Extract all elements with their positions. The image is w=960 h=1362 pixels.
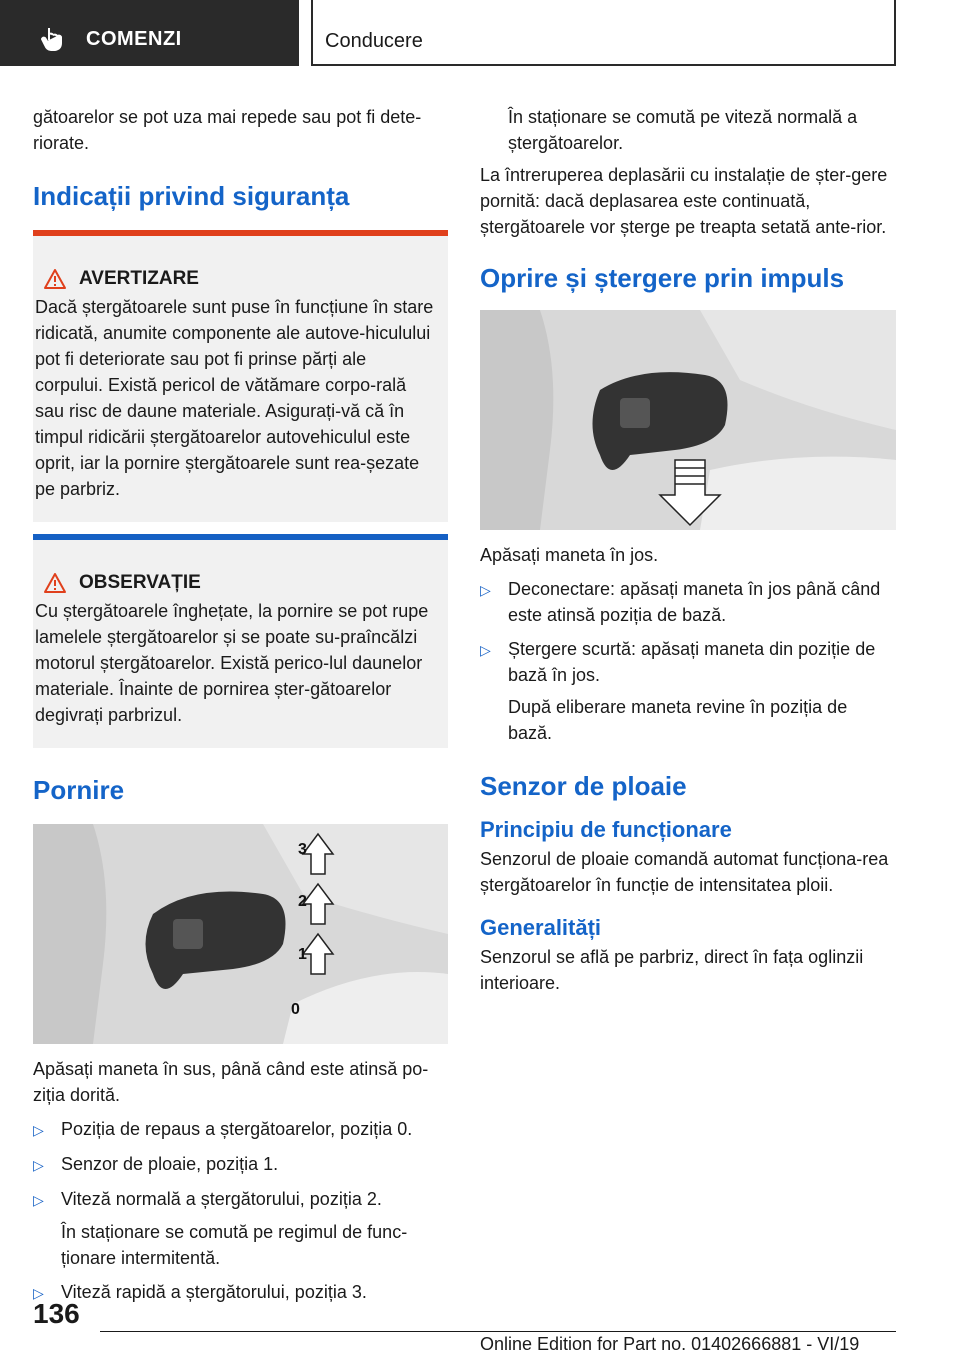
impulse-text: Apăsați maneta în jos. <box>480 545 659 565</box>
position-label-2: 2 <box>298 893 307 910</box>
footer-divider <box>100 1331 896 1332</box>
bullet-triangle-icon: ▷ <box>33 1157 44 1173</box>
caution-triangle-icon <box>43 572 67 594</box>
note-box <box>33 534 448 748</box>
bullet-triangle-icon: ▷ <box>480 642 491 658</box>
safety-heading: Indicații privind siguranța <box>33 181 350 211</box>
section-label: COMENZI <box>86 28 182 50</box>
list-item: ▷ Poziția de repaus a ștergătoarelor, poziția 0. <box>33 1116 448 1143</box>
position-label-3: 3 <box>298 841 307 858</box>
list-item: ▷ Viteză normală a ștergătorului, poziția 2. <box>33 1186 448 1213</box>
warning-text: Dacă ștergătoarele sunt puse în funcțiune în stare ridicată, anumite componente ale autove-hiculului pot fi deteriorate sau pot fi prinse părți ale corpului. Există pericol de vătămare corpo-rală sau risc de daune materiale. Asigurați-vă că în timpul ridicării ștergătoarelor autovehiculul este oprit, iar la pornire ștergătoarele sunt rea-șezate pe parbriz. <box>35 297 434 499</box>
note-text: Cu ștergătoarele înghețate, la pornire se pot rupe lamelele ștergătoarelor și se poate su-praîncălzi motorul ștergătoarelor. Există perico-lul daunelor materiale. Înainte de pornirea șter-gătoarelor degivrați parbrizul. <box>35 601 429 725</box>
left-column <box>33 104 448 1306</box>
hand-pointer-icon <box>40 26 66 52</box>
list-item: ▷ Ștergere scurtă: apăsați maneta din poziție de bază în jos. <box>480 636 896 688</box>
right-column <box>480 104 896 996</box>
impulse-heading: Oprire și ștergere prin impuls <box>480 263 845 293</box>
continued-text: În staționare se comută pe viteză normală a ștergătoarelor. <box>508 107 858 153</box>
list-item-sub: În staționare se comută pe regimul de func-ționare intermitentă. <box>61 1222 408 1268</box>
wiper-lever-up-image <box>33 824 448 1044</box>
page-number: 136 <box>33 1298 80 1329</box>
bullet-triangle-icon: ▷ <box>33 1122 44 1138</box>
start-heading: Pornire <box>33 775 125 805</box>
list-item: ▷ Senzor de ploaie, poziția 1. <box>33 1151 448 1178</box>
note-title: OBSERVAȚIE <box>79 572 201 593</box>
general-text: Senzorul se află pe parbriz, direct în fața oglinzii interioare. <box>480 947 864 993</box>
principle-text: Senzorul de ploaie comandă automat funcționa-rea ștergătoarelor în funcție de intensitatea ploii. <box>480 849 889 895</box>
wiper-lever-down-image <box>480 310 896 530</box>
edition-text: Online Edition for Part no. 01402666881 - VI/19 <box>480 1334 860 1354</box>
start-text: Apăsați maneta în sus, până când este atinsă po-ziția dorită. <box>33 1059 429 1105</box>
general-heading: Generalități <box>480 915 602 940</box>
interrupt-paragraph: La întreruperea deplasării cu instalație de șter-gere pornită: dacă deplasarea este continuată, ștergătoarele vor șterge pe treapta setată ante-rior. <box>480 165 888 237</box>
bullet-triangle-icon: ▷ <box>480 582 491 598</box>
warning-triangle-icon <box>43 268 67 290</box>
list-item: ▷ Viteză rapidă a ștergătorului, poziția 3. <box>33 1279 448 1306</box>
warning-title: AVERTIZARE <box>79 268 199 289</box>
principle-heading: Principiu de funcționare <box>480 817 732 842</box>
rain-sensor-heading: Senzor de ploaie <box>480 771 687 801</box>
warning-bar <box>33 230 448 236</box>
intro-text: gătoarelor se pot uza mai repede sau pot fi dete-riorate. <box>33 107 422 153</box>
position-label-0: 0 <box>291 1001 300 1018</box>
list-item-sub: După eliberare maneta revine în poziția de bază. <box>508 697 848 743</box>
chapter-tab[interactable] <box>311 0 896 66</box>
position-label-1: 1 <box>298 946 307 963</box>
bullet-triangle-icon: ▷ <box>33 1192 44 1208</box>
chapter-label: Conducere <box>325 30 423 52</box>
bullet-triangle-icon: ▷ <box>33 1285 44 1301</box>
warning-box <box>33 230 448 522</box>
section-tab[interactable] <box>0 0 299 66</box>
list-item: ▷ Deconectare: apăsați maneta în jos până când este atinsă poziția de bază. <box>480 576 896 628</box>
note-bar <box>33 534 448 540</box>
